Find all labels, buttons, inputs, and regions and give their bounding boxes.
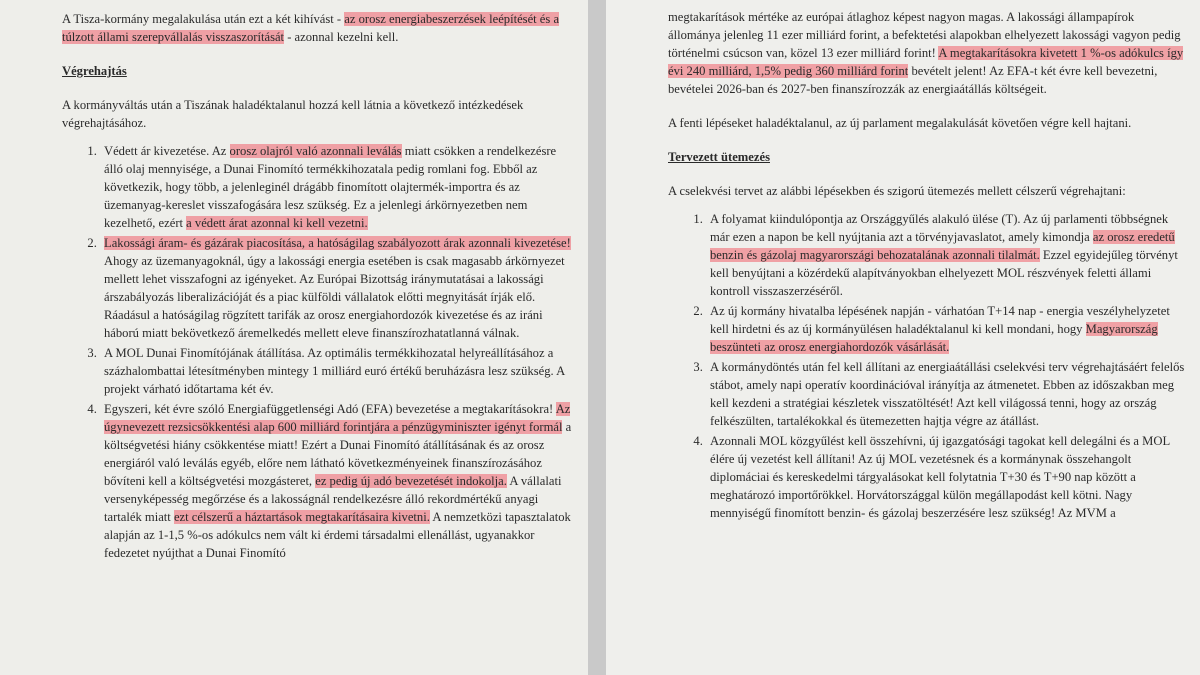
- list-item: [706, 432, 1186, 522]
- text-run: A vállalati versenyképesség megőrzése és a lakosságnál rendelkezésre álló rekordmértékű anyagi tartalék miatt: [104, 474, 562, 524]
- text-run: A cselekvési tervet az alábbi lépésekben és szigorú ütemezés mellett célszerű végrehajtani:: [668, 184, 1126, 198]
- highlighted-text: Az úgynevezett rezsicsökkentési alap 600 milliárd forintjára a pénzügyminiszter igényt formál: [104, 402, 571, 434]
- highlighted-text: orosz olajról való azonnali leválás: [229, 144, 402, 158]
- list-item: [100, 344, 574, 398]
- left-document-page: [0, 0, 588, 675]
- right-lead-paragraph: [668, 182, 1186, 200]
- highlighted-text: az orosz eredetű benzin és gázolaj magyarországi behozatalának azonnali tilalmát.: [710, 230, 1175, 262]
- highlighted-text: Lakossági áram- és gázárak piacosítása, a hatóságilag szabályozott árak azonnali kivezetése!: [104, 236, 571, 250]
- text-run: A fenti lépéseket haladéktalanul, az új parlament megalakulását követően végre kell hajtani.: [668, 116, 1132, 130]
- list-item: [706, 358, 1186, 430]
- text-run: Az új kormány hivatalba lépésének napján - várhatóan T+14 nap - energia veszélyhelyzetet kell hirdetni és az új kormányülésen haladéktalanul ki kell mondani, hogy: [710, 304, 1170, 336]
- right-document-page: [606, 0, 1200, 675]
- text-run: bevételt jelent! Az EFA-t két évre kell bevezetni, bevételei 2026-ban és 2027-ben finanszírozzák az energiaátállás költségeit.: [668, 64, 1158, 96]
- text-run: Védett ár kivezetése. Az: [104, 144, 230, 158]
- list-item: [706, 210, 1186, 300]
- text-run: megtakarítások mértéke az európai átlaghoz képest nagyon magas. A lakossági állampapírok állománya jelenleg 11 ezer milliárd forint, a befektetési alapokban elhelyezett lakossági vagyon pedig történelmi csúcson van, közel 13 ezer milliárd forint!: [668, 10, 1181, 60]
- highlighted-text: Magyarország beszünteti az orosz energiahordozók vásárlását.: [710, 322, 1158, 354]
- text-run: Azonnali MOL közgyűlést kell összehívni, új igazgatósági tagokat kell delegálni és a MOL élére új vezetést kell állítani! Az új MOL vezetésnek és a kormánynak összehangolt diplomáciai és kereskedelmi tárgyalásokat kell folytatnia T+30 és T+90 nap között a meghatározó importőrökkel. Horvátországgal külön megállapodást kell kötni. Nagy mennyiségű finomított benzin- és gázolaj beszerzésére lesz szükség! Az MVM a: [710, 434, 1170, 520]
- left-numbered-list: [62, 142, 574, 562]
- left-intro-paragraph: [62, 10, 574, 46]
- text-run: A folyamat kiindulópontja az Országgyűlés alakuló ülése (T). Az új parlamenti többségnek már ezen a napon be kell nyújtania azt a törvényjavaslatot, amely kimondja: [710, 212, 1169, 244]
- text-run: A Tisza-kormány megalakulása után ezt a két kihívást -: [62, 12, 345, 26]
- left-lead-paragraph: [62, 96, 574, 132]
- text-run: a költségvetési hiány csökkentése miatt! Ezért a Dunai Finomító átállításának és az orosz energiáról való leválás egyéb, előre nem látható következményeinek finanszírozásához bővíteni kell a költségvetési mozgásteret,: [104, 420, 572, 488]
- highlighted-text: az orosz energiabeszerzések leépítését és a túlzott állami szerepvállalás visszaszorítását: [62, 12, 560, 44]
- text-run: A nemzetközi tapasztalatok alapján az 1-1,5 %-os adókulcs nem vált ki érdemi társadalmi ellenállást, ugyanakkor fedezetet nyújthat a Dunai Finomító: [104, 510, 571, 560]
- highlighted-text: ez pedig új adó bevezetését indokolja.: [315, 474, 507, 488]
- right-numbered-list: [668, 210, 1186, 522]
- text-run: Ezzel egyidejűleg törvényt kell benyújtani a közérdekű alapítványokban elhelyezett MOL részvények feletti állami kontroll visszaszerzéséről.: [710, 248, 1178, 298]
- list-item: [100, 400, 574, 562]
- highlighted-text: a védett árat azonnal ki kell vezetni.: [186, 216, 368, 230]
- highlighted-text: A megtakarításokra kivetett 1 %-os adókulcs így évi 240 milliárd, 1,5% pedig 360 milliárd forint: [668, 46, 1184, 78]
- text-run: Egyszeri, két évre szóló Energiafüggetlenségi Adó (EFA) bevezetése a megtakarításokra!: [104, 402, 556, 416]
- highlighted-text: ezt célszerű a háztartások megtakarításaira kivetni.: [173, 510, 430, 524]
- text-run: A MOL Dunai Finomítójának átállítása. Az optimális termékkihozatal helyreállításához a százhalombattai létesítményben mintegy 1 milliárd euró értékű beruházásra lesz szükség. A projekt várható időtartama két év.: [104, 346, 565, 396]
- left-section-heading: Végrehajtás: [62, 64, 127, 78]
- list-item: [100, 142, 574, 232]
- right-continuation-paragraph: [668, 8, 1186, 98]
- right-summary-paragraph: [668, 114, 1186, 132]
- text-run: miatt csökken a rendelkezésre álló olaj mennyisége, a Dunai Finomító termékkihozatala pedig romlani fog. Ebből az következik, hogy több, a jelenleginél drágább finomított olajtermék-importra és az üzemanyag-kereslet visszafogására lesz szükség. Ez a jelenlegi árkörnyezetben nem kezelhető, ezért: [104, 144, 557, 230]
- page-gutter: [588, 0, 606, 675]
- right-section-heading: Tervezett ütemezés: [668, 150, 770, 164]
- list-item: [706, 302, 1186, 356]
- text-run: - azonnal kezelni kell.: [284, 30, 399, 44]
- text-run: Ahogy az üzemanyagoknál, úgy a lakossági energia esetében is csak magasabb árkörnyezet mellett lehet visszafogni az igényeket. Az Európai Bizottság iránymutatásai a lakossági árszabályozás liberalizációját és a piac külföldi vállalatok előtti megnyitását írják elő. Ráadásul a hatóságilag rögzített tarifák az orosz energiahordozók kivezetése és az iráni háború miatt bekövetkező áremelkedés mellett eleve finanszírozhatatlanná válnak.: [104, 254, 565, 340]
- list-item: [100, 234, 574, 342]
- text-run: A kormányváltás után a Tiszának haladéktalanul hozzá kell látnia a következő intézkedések végrehajtásához.: [62, 98, 524, 130]
- text-run: A kormánydöntés után fel kell állítani az energiaátállási cselekvési terv végrehajtásáért felelős stábot, amely napi operatív koordinációval irányítja az átmenetet. Ebben az időszakban meg kell kezdeni a stratégiai készletek visszatöltését! Azt kell világossá tenni, hogy az ország felkészülten, tartalékokkal és ütemezetten hajtja végre az átállást.: [710, 360, 1185, 428]
